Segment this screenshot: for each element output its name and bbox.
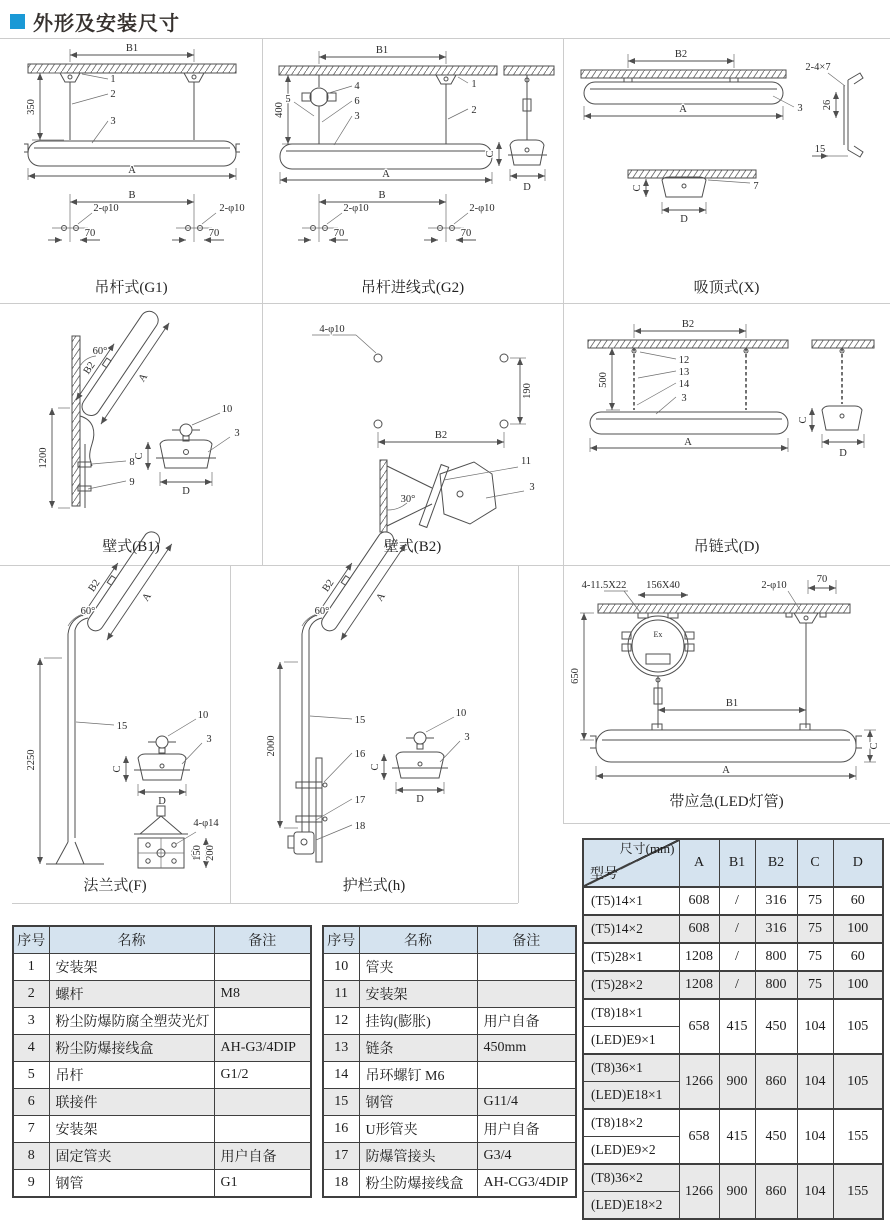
- ex-mark-label: Ex: [653, 630, 663, 639]
- cell: 100: [833, 915, 883, 943]
- dim-label: D: [416, 794, 424, 805]
- model-cell: (T5)14×1: [583, 887, 679, 915]
- divider: [0, 303, 890, 304]
- page-header: [10, 8, 180, 34]
- dim-label: A: [722, 765, 730, 776]
- diagram-h: [232, 570, 517, 872]
- cell: 12: [323, 1008, 359, 1035]
- model-cell: (T5)14×2: [583, 915, 679, 943]
- part-ref-label: 2: [471, 105, 477, 116]
- col-header: D: [833, 839, 883, 887]
- cell: 15: [323, 1089, 359, 1116]
- model-cell: (T8)36×2: [583, 1164, 679, 1192]
- dim-label: B1: [725, 698, 739, 709]
- dim-label: 2250: [26, 749, 37, 771]
- diagram-caption: 带应急(LED灯管): [669, 794, 784, 810]
- cell: 104: [797, 1054, 833, 1109]
- diagram-b1-linework: [52, 304, 230, 508]
- diagram-g1-linework: [24, 49, 240, 242]
- table-row: [583, 887, 883, 915]
- table-row: [13, 1170, 311, 1198]
- diagram-led-linework: [580, 580, 876, 780]
- part-ref-label: 11: [520, 456, 532, 467]
- model-cell: (T5)28×1: [583, 943, 679, 971]
- dim-label: 4-11.5X22: [581, 580, 627, 591]
- cell: 75: [797, 887, 833, 915]
- dim-label: A: [684, 437, 692, 448]
- dim-label: B2: [86, 577, 103, 595]
- part-ref-label: 5: [285, 94, 291, 105]
- cell: [214, 1116, 311, 1143]
- dim-label: 60°: [80, 606, 96, 617]
- cell: 11: [323, 981, 359, 1008]
- cell: 608: [679, 915, 719, 943]
- cell: 860: [755, 1054, 797, 1109]
- diagram-g2: [264, 44, 561, 276]
- table-row: [13, 1035, 311, 1062]
- dim-label: 150: [192, 845, 203, 861]
- part-ref-label: 17: [354, 795, 366, 806]
- corner-header: [583, 839, 679, 887]
- cell: 450: [755, 999, 797, 1054]
- table-row: [583, 915, 883, 943]
- cell: 安装架: [359, 981, 477, 1008]
- col-header: B1: [719, 839, 755, 887]
- table-row: [13, 1143, 311, 1170]
- model-cell: (T5)28×2: [583, 971, 679, 999]
- cell: 608: [679, 887, 719, 915]
- diagram-g2-linework: [279, 51, 554, 242]
- cell: 450mm: [477, 1035, 576, 1062]
- diagram-d-linework: [588, 324, 874, 452]
- divider: [563, 38, 564, 823]
- col-header: B2: [755, 839, 797, 887]
- cell: 316: [755, 887, 797, 915]
- corner-bottom-label: 型号: [590, 867, 618, 882]
- cell: 75: [797, 971, 833, 999]
- cell: 900: [719, 1054, 755, 1109]
- part-ref-label: 2: [110, 89, 116, 100]
- diagram-d: [566, 312, 888, 540]
- part-ref-label: 18: [354, 821, 366, 832]
- parts-table-right: [322, 925, 577, 1198]
- cell: 860: [755, 1164, 797, 1219]
- cell: 104: [797, 1109, 833, 1164]
- dim-label: B2: [81, 360, 98, 377]
- diagram-caption: 壁式(B2): [383, 539, 442, 555]
- dim-label: 650: [570, 668, 581, 684]
- table-row: [13, 981, 311, 1008]
- cell: U形管夹: [359, 1116, 477, 1143]
- diagram-caption: 护栏式(h): [342, 878, 406, 894]
- cell: 3: [13, 1008, 49, 1035]
- col-header: 名称: [49, 926, 214, 954]
- table-row: [13, 1008, 311, 1035]
- part-ref-label: 7: [753, 181, 759, 192]
- model-cell: (LED)E18×2: [583, 1192, 679, 1220]
- col-header: 备注: [214, 926, 311, 954]
- cell: [477, 954, 576, 981]
- cell: [214, 954, 311, 981]
- cell: 6: [13, 1089, 49, 1116]
- cell: 1: [13, 954, 49, 981]
- page-title: 外形及安装尺寸: [33, 12, 180, 35]
- col-header: 序号: [323, 926, 359, 954]
- cell: 2: [13, 981, 49, 1008]
- diagram-h-linework: [280, 525, 460, 862]
- cell: 钢管: [49, 1170, 214, 1198]
- diagram-x-linework: [581, 54, 863, 214]
- cell: 316: [755, 915, 797, 943]
- corner-top-label: 尺寸(mm): [619, 841, 675, 856]
- dim-label: C: [869, 742, 880, 750]
- cell: M8: [214, 981, 311, 1008]
- cell: 螺杆: [49, 981, 214, 1008]
- dim-label: D: [839, 448, 847, 459]
- spec-table: [582, 838, 884, 1220]
- dim-label: B: [378, 190, 386, 201]
- dim-label: 2-φ10: [93, 203, 119, 214]
- part-ref-label: 10: [455, 708, 467, 719]
- cell: 安装架: [49, 1116, 214, 1143]
- cell: 粉尘防爆防腐全塑荧光灯: [49, 1008, 214, 1035]
- cell: 104: [797, 1164, 833, 1219]
- table-row: [13, 1116, 311, 1143]
- table-row: [583, 971, 883, 999]
- cell: 7: [13, 1116, 49, 1143]
- part-ref-label: 3: [234, 428, 240, 439]
- diagram-caption: 吊杆进线式(G2): [360, 280, 465, 296]
- cell: 1266: [679, 1054, 719, 1109]
- cell: 吊杆: [49, 1062, 214, 1089]
- part-ref-label: 12: [678, 355, 690, 366]
- cell: 用户自备: [477, 1116, 576, 1143]
- dim-label: 70: [460, 228, 472, 239]
- dim-label: 4-φ14: [193, 818, 219, 829]
- table-row: [583, 999, 883, 1027]
- cell: 用户自备: [214, 1143, 311, 1170]
- cell: 17: [323, 1143, 359, 1170]
- cell: /: [719, 887, 755, 915]
- dim-label: 70: [816, 574, 828, 585]
- table-row: [583, 1109, 883, 1137]
- table-row: [583, 1054, 883, 1082]
- dim-label: A: [382, 169, 390, 180]
- table-row: [323, 1035, 576, 1062]
- table-row: [13, 1062, 311, 1089]
- diagram-caption: 法兰式(F): [83, 878, 147, 894]
- diagram-caption: 吸顶式(X): [693, 280, 760, 296]
- dim-label: A: [140, 591, 154, 604]
- cell: 60: [833, 887, 883, 915]
- cell: 75: [797, 943, 833, 971]
- cell: 1208: [679, 943, 719, 971]
- cell: /: [719, 915, 755, 943]
- dim-label: 2000: [266, 735, 277, 757]
- table-header-row: [323, 926, 576, 954]
- cell: [214, 1089, 311, 1116]
- col-header: 备注: [477, 926, 576, 954]
- table-row: [323, 1170, 576, 1198]
- diagram-caption: 壁式(B1): [102, 539, 160, 555]
- cell: 18: [323, 1170, 359, 1198]
- diagram-x: [566, 44, 888, 276]
- cell: 用户自备: [477, 1008, 576, 1035]
- cell: G1: [214, 1170, 311, 1198]
- dim-label: 500: [598, 372, 609, 388]
- dim-label: C: [798, 416, 809, 424]
- divider: [262, 38, 263, 565]
- col-header: C: [797, 839, 833, 887]
- dim-label: D: [158, 796, 166, 807]
- dim-label: 70: [333, 228, 345, 239]
- table-row: [583, 1164, 883, 1192]
- dim-label: 60°: [92, 346, 108, 357]
- part-ref-label: 1: [110, 74, 116, 85]
- part-ref-label: 13: [678, 367, 690, 378]
- dim-label: B: [128, 190, 136, 201]
- part-ref-label: 16: [354, 749, 366, 760]
- cell: AH-CG3/4DIP: [477, 1170, 576, 1198]
- table-header-row: [583, 839, 883, 887]
- dim-label: 1200: [38, 447, 49, 469]
- cell: 吊环螺钉 M6: [359, 1062, 477, 1089]
- part-ref-label: 10: [221, 404, 233, 415]
- cell: 104: [797, 999, 833, 1054]
- dim-label: 2-4×7: [805, 62, 831, 73]
- dim-label: 15: [814, 144, 826, 155]
- dim-label: 400: [274, 102, 285, 118]
- dim-label: A: [679, 104, 687, 115]
- cell: [477, 981, 576, 1008]
- part-ref-label: 14: [678, 379, 690, 390]
- part-ref-label: 3: [464, 732, 470, 743]
- model-cell: (LED)E9×1: [583, 1027, 679, 1055]
- dim-label: 2-φ10: [469, 203, 495, 214]
- cell: 450: [755, 1109, 797, 1164]
- diagram-caption: 吊链式(D): [693, 539, 760, 555]
- col-header: A: [679, 839, 719, 887]
- table-row: [323, 1143, 576, 1170]
- dim-label: B1: [125, 43, 139, 54]
- diagram-b2: [264, 312, 561, 542]
- divider: [563, 823, 890, 824]
- dim-label: 30°: [400, 494, 416, 505]
- diagram-f: [10, 570, 232, 872]
- table-row: [13, 1089, 311, 1116]
- dim-label: 70: [84, 228, 96, 239]
- dim-label: 156X40: [646, 580, 680, 591]
- cell: 钢管: [359, 1089, 477, 1116]
- cell: G11/4: [477, 1089, 576, 1116]
- dim-label: 2-φ10: [219, 203, 245, 214]
- cell: 155: [833, 1164, 883, 1219]
- cell: /: [719, 971, 755, 999]
- table-row: [323, 1116, 576, 1143]
- part-ref-label: 6: [354, 96, 360, 107]
- cell: 800: [755, 943, 797, 971]
- diagram-caption: 吊杆式(G1): [94, 280, 168, 296]
- part-ref-label: 3: [354, 111, 360, 122]
- part-ref-label: 3: [797, 103, 803, 114]
- dim-label: B2: [681, 319, 695, 330]
- cell: 10: [323, 954, 359, 981]
- cell: [214, 1008, 311, 1035]
- part-ref-label: 4: [354, 81, 360, 92]
- cell: 联接件: [49, 1089, 214, 1116]
- cell: 9: [13, 1170, 49, 1198]
- diagram-b1: [8, 312, 258, 542]
- divider: [518, 565, 519, 903]
- cell: [477, 1062, 576, 1089]
- cell: G3/4: [477, 1143, 576, 1170]
- cell: 粉尘防爆接线盒: [49, 1035, 214, 1062]
- dim-label: D: [182, 486, 190, 497]
- dim-label: D: [523, 182, 531, 193]
- dim-label: C: [485, 150, 496, 158]
- part-ref-label: 3: [529, 482, 535, 493]
- part-ref-label: 8: [129, 457, 135, 468]
- model-cell: (LED)E18×1: [583, 1082, 679, 1110]
- dim-label: B1: [375, 45, 389, 56]
- model-cell: (LED)E9×2: [583, 1137, 679, 1165]
- table-row: [323, 954, 576, 981]
- parts-table-left: [12, 925, 312, 1198]
- cell: 13: [323, 1035, 359, 1062]
- part-ref-label: 15: [354, 715, 366, 726]
- part-ref-label: 3: [110, 116, 116, 127]
- model-cell: (T8)36×1: [583, 1054, 679, 1082]
- cell: 415: [719, 999, 755, 1054]
- part-ref-label: 1: [471, 79, 477, 90]
- dim-label: C: [134, 452, 145, 460]
- dim-label: 2-φ10: [343, 203, 369, 214]
- cell: 16: [323, 1116, 359, 1143]
- cell: 100: [833, 971, 883, 999]
- dim-label: 2-φ10: [761, 580, 787, 591]
- dim-label: B2: [320, 577, 337, 595]
- table-row: [323, 981, 576, 1008]
- dim-label: 26: [822, 99, 833, 111]
- cell: 105: [833, 1054, 883, 1109]
- section-bullet-icon: [10, 14, 25, 29]
- cell: 658: [679, 999, 719, 1054]
- cell: 60: [833, 943, 883, 971]
- dim-label: 70: [208, 228, 220, 239]
- part-ref-label: 3: [681, 393, 687, 404]
- cell: 管夹: [359, 954, 477, 981]
- cell: 4: [13, 1035, 49, 1062]
- dim-label: D: [680, 214, 688, 225]
- divider: [0, 38, 890, 39]
- dim-label: C: [632, 184, 643, 192]
- dim-label: 200: [205, 845, 216, 861]
- cell: 658: [679, 1109, 719, 1164]
- col-header: 名称: [359, 926, 477, 954]
- table-row: [323, 1062, 576, 1089]
- cell: G1/2: [214, 1062, 311, 1089]
- dim-label: A: [128, 165, 136, 176]
- cell: AH-G3/4DIP: [214, 1035, 311, 1062]
- cell: 155: [833, 1109, 883, 1164]
- cell: 安装架: [49, 954, 214, 981]
- dim-label: A: [136, 371, 151, 385]
- cell: 1208: [679, 971, 719, 999]
- cell: 75: [797, 915, 833, 943]
- dim-label: 350: [26, 99, 37, 115]
- cell: 链条: [359, 1035, 477, 1062]
- table-row: [13, 954, 311, 981]
- dim-label: A: [374, 591, 388, 604]
- cell: 5: [13, 1062, 49, 1089]
- part-ref-label: 15: [116, 721, 128, 732]
- dim-label: C: [112, 765, 123, 773]
- cell: 900: [719, 1164, 755, 1219]
- diagram-g1: [8, 44, 258, 276]
- dim-label: B2: [674, 49, 688, 60]
- cell: 8: [13, 1143, 49, 1170]
- cell: 固定管夹: [49, 1143, 214, 1170]
- col-header: 序号: [13, 926, 49, 954]
- part-ref-label: 10: [197, 710, 209, 721]
- table-row: [323, 1008, 576, 1035]
- model-cell: (T8)18×1: [583, 999, 679, 1027]
- table-header-row: [13, 926, 311, 954]
- cell: 415: [719, 1109, 755, 1164]
- diagram-led: [566, 570, 888, 808]
- part-ref-label: 3: [206, 734, 212, 745]
- cell: 105: [833, 999, 883, 1054]
- dim-label: C: [370, 763, 381, 771]
- table-row: [583, 943, 883, 971]
- cell: 800: [755, 971, 797, 999]
- diagram-b2-linework: [312, 335, 526, 532]
- cell: 1266: [679, 1164, 719, 1219]
- cell: 14: [323, 1062, 359, 1089]
- dim-label: 190: [522, 383, 533, 399]
- divider: [12, 903, 518, 904]
- cell: 防爆管接头: [359, 1143, 477, 1170]
- dim-label: B2: [434, 430, 448, 441]
- part-ref-label: 9: [129, 477, 135, 488]
- dim-label: 60°: [314, 606, 330, 617]
- dim-label: 4-φ10: [319, 324, 345, 335]
- cell: /: [719, 943, 755, 971]
- cell: 挂钩(膨胀): [359, 1008, 477, 1035]
- divider: [0, 565, 890, 566]
- diagram-f-linework: [40, 525, 206, 868]
- cell: 粉尘防爆接线盒: [359, 1170, 477, 1198]
- table-row: [323, 1089, 576, 1116]
- model-cell: (T8)18×2: [583, 1109, 679, 1137]
